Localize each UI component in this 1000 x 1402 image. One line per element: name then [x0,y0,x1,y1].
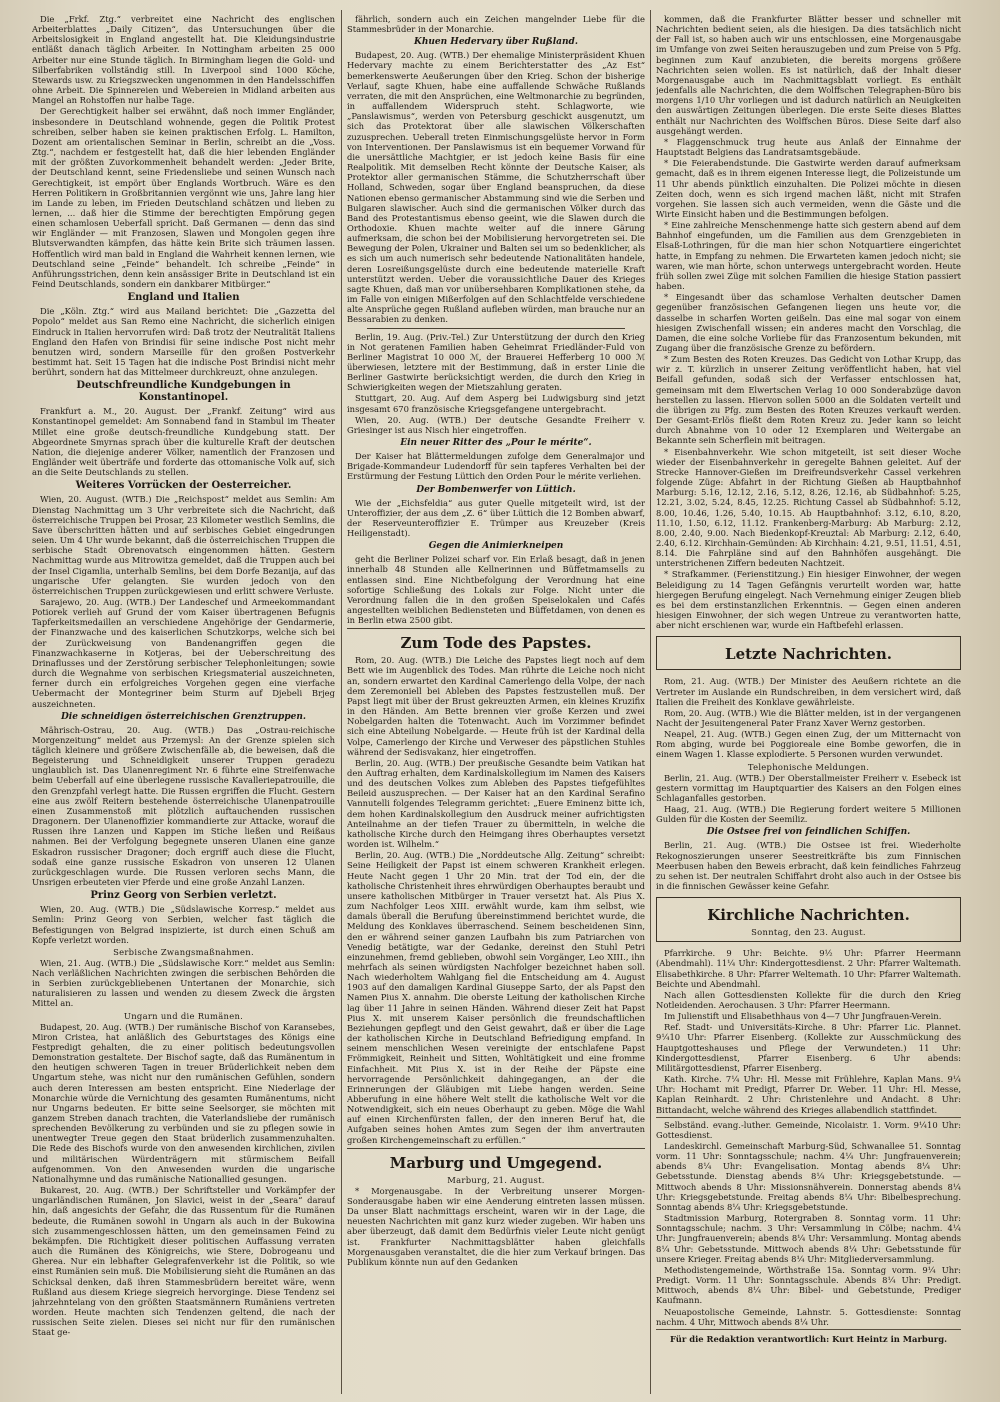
separator [656,1329,961,1330]
separator [347,628,645,629]
article-text: Rom, 20. Aug. (WTB.) Wie die Blätter melden, ist in der vergangenen Nacht der Jesuitengeneral Pater Franz Xaver Wernz gestorben. [656,707,961,728]
sonntag-date: Sonntag, den 23. August. [751,927,866,938]
article-text: Ref. Stadt- und Universitäts-Kirche. 8 Uhr: Pfarrer Lic. Plannet. 9¼10 Uhr: Pfarrer Eisenberg. (Kollekte zur Ausschmückung des Hauptgotteshauses und Pflege der Verwundeten.) 11 Uhr: Kindergottesdienst, Pfarrer Eisenberg. 6 Uhr abends: Militärgottesdienst, Pfarrer Eisenberg. [656,1022,961,1073]
article-text: Die „Frkf. Ztg.“ verbreitet eine Nachricht des englischen Arbeiterblattes „Daily Citizen“, das Untersuchungen über die Arbeitslosigkeit in England angestellt hat. Die Kleidungsindustrie entläßt danach täglich Arbeiter. In Nottingham arbeiten 25 000 Arbeiter nur eine Stunde täglich. In Birmingham liegen die Gold- und Silberfabriken vollständig still. In Liverpool sind 1000 Köche, Stewards usw. zu Kriegszwecken ungenommen in den Handelsschiffen ohne Arbeit. Die Spinnereien und Webereien in Midland arbeiten aus Mangel an Rohstoffen nur halbe Tage. [32,14,335,106]
headline-ostsee: Die Ostsee frei von feindlichen Schiffen. [706,827,911,838]
article-text: Berlin, 21. Aug. (WTB.) Der Oberstallmeister Freiherr v. Esebeck ist gestern vormittag im Hauptquartier des Kaisers an den Folgen eines Schlaganfalles gestorben. [656,772,961,803]
headline-kirchliche: Kirchliche Nachrichten. [707,906,910,925]
article-text: Pfarrkirche. 9 Uhr: Beichte. 9½ Uhr: Pfarrer Heermann (Abendmahl). 11¼ Uhr: Kindergottesdienst. 2 Uhr: Pfarrer Waltemath. Elisabethkirche. 8 Uhr: Pfarrer Weltemath. 10 Uhr: Pfarrer Waltemath. Beichte und Abendmahl. [656,948,961,989]
headline-zwangsmassnahmen: Serbische Zwangsmaßnahmen. [113,946,254,957]
article-text: Wie der „Eichsfeldia“ aus guter Quelle mitgeteilt wird, ist der Unteroffizier, der aus dem „Z. 6“ über Lüttich die 12 Bomben abwarf, der Reserveunteroffizier E. Trümper aus Kreuzeber (Kreis Heiligenstadt). [347,497,645,539]
headline-letzte-nachrichten: Letzte Nachrichten. [725,645,892,664]
article-text: Wien, 20. Aug. (WTB.) Die „Südslawische Korresp.“ meldet aus Semlin: Prinz Georg von Serbien, welcher fast täglich die Befestigungen von Belgrad inspizierte, ist durch einen Schuß am Kopfe verletzt worden. [32,904,335,945]
separator [347,1148,645,1149]
article-text: Mährisch-Ostrau, 20. Aug. (WTB.) Das „Ostrau-reichische Morgenzeitung“ meldet aus Przemysl: An der Grenze spielen sich täglich kleinere und größere Zwischenfälle ab, die beweisen, daß die Begeisterung und Schneidigkeit unserer Truppen geradezu unglaublich ist. Das Ulanenregiment Nr. 6 führte eine Streifenwache beim Ueberfall auf eine überlegene russische Kavalleriepatrouille, die den Grenzpfahl verlegt hatte. Die Russen ergriffen die Flucht. Gestern eine aus zwölf Reitern bestehende österreichische Ulanenpatrouille einen Zusammenstoß mit plötzlich auftauchenden russischen Dragonern. Der Ulanenoffizier kommandierte zur Attacke, worauf die Russen ihre Lanzen und Kappen im Stiche ließen und Reißaus nahmen. Bei der Verfolgung begegnete unseren Ulanen eine ganze Eskadron russischer Dragoner; doch ergriff auch diese die Flucht, sodaß eine ganze russische Eskadron von unseren 12 Ulanen zurückgeschlagen wurde. Die Russen verloren sechs Mann, die Unsrigen erbeuteten vier Pferde und eine große Anzahl Lanzen. [32,724,335,888]
column-2 [347,14,645,1394]
article-text: Frankfurt a. M., 20. August. Der „Frankf. Zeitung“ wird aus Konstantinopel gemeldet: Am Sonnabend fand in Stambul im Theater Millet eine große deutsch-freundliche Kundgebung statt. Der Abgeordnete Smyrnas sprach über die kulturelle Kraft der deutschen Nation, die diejenige anderer Völker, namentlich der Franzosen und Engländer weit überträfe und forderte das ottomanische Volk auf, sich an die Seite Deutschlands zu stellen. [32,406,335,478]
headline-grenztruppen: Die schneidigen österreichischen Grenztruppen. [60,711,307,722]
article-text: * Eine zahlreiche Menschenmenge hatte sich gestern abend auf dem Bahnhof eingefunden, um die Familien aus dem Grenzgebieten in Elsaß-Lothringen, für die man hier schon Notquartiere eingerichtet hatte, in Empfang zu nehmen. Die Erwarteten kamen jedoch nicht; sie waren, wie man hörte, schon unterwegs untergebracht worden. Heute früh sollen zwei Züge mit solchen Familien die hiesige Station passiert haben. [656,220,961,292]
article-text: kommen, daß die Frankfurter Blätter besser und schneller mit Nachrichten bedient seien, als die hiesigen. Da dies tatsächlich nicht der Fall ist, so haben auch wir uns entschlossen, eine Morgenausgabe im Umfange von zwei Seiten herauszugeben und zum Preise von 5 Pfg. beginnen zum Kauf anzubieten, die bereits morgens größere Nachrichten seien wollen. Es ist natürlich, daß der Inhalt dieser Morgenausgabe auch im Nachmittagsblatt vorliegt. Es enthält jedenfalls alle Nachrichten, die dem Wolffschen Telegraphen-Büro bis morgens 1/10 Uhr vorliegen und ist dadurch natürlich an Neuigkeiten den auswärtigen Zeitungen überlegen. Die erste Seite dieses Blattes enthält nur Nachrichten des Wolffschen Büros. Diese Seite darf also ausgehängt werden. [656,14,961,136]
headline-animierkneipen: Gegen die Animierkneipen [428,541,564,552]
headline-pour-le-merite: Ein neuer Ritter des „Pour le mérite“. [400,438,592,449]
headline-england-italien: England und Italien [127,292,240,304]
article-text: Sarajewo, 20. Aug. (WTB.) Der Landeschef und Armeekommandant Potiorek verlieh auf Grund der vom Kaiser übertragenen Befugnis Tapferkeitsmedaillen an verschiedene Angehörige der Gendarmerie, der Finanzwache und des kaiserlichen Schutzkorps, welche sich bei der Zurückweisung von Bandenangriffen gegen die Finanzwachkaserne in Kotjeras, bei der Ueberschreitung des Drinaflusses und der Zerstörung serbischer Telephonleitungen; sowie durch die Wegnahme von serbischen Kriegsmaterial auszeichneten, ferner durch ein erfolgreiches Vorgehen gegen eine vierfache Uebermacht der Montegriner beim Sturm auf Djebeli Brjeg auszeichneten. [32,596,335,709]
article-text: Berlin, 19. Aug. (Priv.-Tel.) Zur Unterstützung der durch den Krieg in Not geratenen Familien haben Geheimrat Friedländer-Fuld von Berliner Magistrat 10 000 ℳ, der Brauerei Hefferberg 10 000 ℳ überwiesen, letztere mit der Bestimmung, daß in erster Linie die Berliner Gastwirte berücksichtigt werden, die durch den Krieg in Schwierigkeiten wegen der Mietszahlung geraten. [347,331,645,393]
article-text: * Morgenausgabe. In der Verbreitung unserer Morgen-Sonderausgabe haben wir eine Aenderung eintreten lassen müssen. Da unser Blatt nachmittags erscheint, waren wir in der Lage, die neuesten Nachrichten mit ganz kurz wieder zugeben. Wir haben uns aber überzeugt, daß damit dem Bedürfnis vieler Leute nicht genügt ist. Frankfurter Nachmittagsblätter haben gleichfalls Morgenausgaben veranstaltet, die die hier zum Verkauf bringen. Das Publikum könnte nun auf den Gedanken [347,1185,645,1267]
column-rule [341,10,342,1394]
headline-ungarn-rumaenen: Ungarn und die Rumänen. [123,1010,244,1021]
article-text: Budapest, 20. Aug. (WTB.) Der rumänische Bischof von Karansebes, Miron Cristea, hat anläßlich des Geburtstages des Königs eine Festpredigt gehalten, die zu einer politisch bedeutungsvollen Demonstration gestaltete. Der Bischof sagte, daß das Rumänentum in den heutigen schweren Tagen in treuer Brüderlichkeit neben dem Ungartum stehe, was nicht nur den rumänischen Gefühlen, sondern auch deren Interessen am besten entspricht. Eine Niederlage der Monarchie würde die Vernichtung des gesamten Rumänentums, nicht nur Ungarns bedeuten. Er bitte seine Seelsorger, sie möchten mit ganzem Streben danach trachten, die Vaterlandsliebe der rumänisch sprechenden Bevölkerung zu verbünden und sie zu pflegen sowie in unentwegter Treue gegen den Staat brüderlich zusammenzuhalten. Die Rede des Bischofs wurde von den anwesenden kirchlichen, zivilen und militärischen Würdenträgern mit stürmischem Beifall aufgenommen. Von den Anwesenden wurden die ungarische Nationalhymne und das rumänische Nationallied gesungen. [32,1021,335,1184]
article-text: Methodistengemeinde, Wörthstraße 15a. Sonntag vorm. 9¼ Uhr: Predigt. Vorm. 11 Uhr: Sonntagsschule. Abends 8¼ Uhr: Predigt. Mittwoch, abends 8¼ Uhr: Bibel- und Gebetstunde, Prediger Kaufmann. [656,1264,961,1306]
article-text: Neuapostolische Gemeinde, Lahnstr. 5. Gottesdienste: Sonntag nachm. 4 Uhr, Mittwoch abends 8¼ Uhr. [656,1306,961,1327]
article-text: * Eisenbahnverkehr. Wie schon mitgeteilt, ist seit dieser Woche wieder der Eisenbahnverkehr in geregelte Bahnen geleitet. Auf der Strecke Hannover-Gießen im Dreifreundsverkehr Cassel verkehren folgende Züge: Abfahrt in der Richtung Gießen ab Hauptbahnhof Marburg: 5.16, 12.12, 2.16, 5.12, 8.26, 12.16, ab Südbahnhof: 5.25, 12.21, 3.02, 5.24, 8.45, 12.25. Richtung Cassel ab Südbahnhof: 5.12, 8.00, 10.46, 1.26, 5.40, 10.15. Ab Hauptbahnhof: 3.12, 6.10, 8.20, 11.10, 1.50, 6.12, 11.12. Frankenberg-Marburg: Ab Marburg: 2.12, 8.00, 2.40, 9.00. Nach Biedenkopf-Kreuztal: Ab Marburg: 2.12, 6.40, 2.40, 6.12. Kirchhain-Gemünden: Ab Kirchhain: 4.21, 9.51, 11.51, 4.51, 8.14. Die Fahrpläne sind auf den Bahnhöfen ausgehängt. Die unterstrichenen Ziffern bedeuten Nachtzeit. [656,446,961,569]
article-text: Haag, 21. Aug. (WTB.) Die Regierung fordert weitere 5 Millionen Gulden für die Kosten der Seemiliz. [656,804,961,825]
headline-tode-papstes: Zum Tode des Papstes. [400,634,592,653]
article-text: geht die Berliner Polizei scharf vor. Ein Erlaß besagt, daß in jenen innerhalb 48 Stunden alle Kellnerinnen und Büffetmamsells zu entlassen sind. Eine Nichtbefolgung der Verordnung hat eine sofortige Schließung des Lokals zur Folge. Nicht unter die Verordnung fallen die in den großen Speiselokalen und Cafés angestellten weiblichen Bediensteten und Büffetdamen, von denen es in Berlin etwa 2500 gibt. [347,554,645,626]
article-text: Berlin, 21. Aug. (WTB.) Die Ostsee ist frei. Wiederholte Rekognoszierungen unserer Seestreitkräfte bis zum Finnischen Meerbusen haben den Beweis erbracht, daß kein feindliches Fahrzeug zu sehen ist. Der neutralen Schiffahrt droht also auch in der Ostsee bis in die finnischen Gewässer keine Gefahr. [656,840,961,892]
article-text: Der Kaiser hat Blättermeldungen zufolge dem Generalmajor und Brigade-Kommandeur Ludendorff für sein tapferes Verhalten bei der Erstürmung der Festung Lüttich den Orden Pour le mérite verliehen. [347,451,645,482]
article-text: * Strafkammer. (Ferienstitzung.) Ein hiesiger Einwohner, der wegen Beleidigung zu 14 Tagen Gefängnis verurteilt worden war, hatte hiergegen Berufung eingelegt. Nach Vernehmung einiger Zeugen blieb es bei dem erstinstanzlichen Erkenntnis. — Gegen einen anderen hiesigen Einwohner, der sich wegen Untreue zu verantworten hatte, aber nicht erschienen war, wurde ein Haftbefehl erlassen. [656,569,961,631]
article-text: Wien, 21. Aug. (WTB.) Die „Südslawische Korr.“ meldet aus Semlin: Nach verläßlichen Nachrichten zwingen die serbischen Behörden die in Serbien zurückgebliebenen Untertanen der Monarchie, sich naturalisieren zu lassen und wenden zu diesem Zweck die ärgsten Mittel an. [32,957,335,1009]
headline-konstantinopel: Deutschfreundliche Kundgebungen in Konstantinopel. [76,380,291,404]
kirchliche-box [656,897,961,942]
article-text: Berlin, 20. Aug. (WTB.) Der preußische Gesandte beim Vatikan hat den Auftrag erhalten, dem Kardinalskollegium im Namen des Kaisers und des deutschen Volkes zum Ableben des Papstes tiefgefühltes Beileid auszusprechen. — Der Kaiser hat an den Kardinal Serafino Vannutelli folgendes Telegramm gerichtet: „Euere Eminenz bitte ich, dem hohen Kardinalskollegium den Ausdruck meiner aufrichtigsten Anteilnahme an der tiefen Trauer zu übermitteln, in welche die katholische Kirche durch den Heimgang ihres Oberhauptes versetzt worden ist. Wilhelm.“ [347,757,645,850]
separator [656,1117,961,1118]
article-text: Wien, 20. August. (WTB.) Die „Reichspost“ meldet aus Semlin: Am Dienstag Nachmittag um 3 Uhr verbreitete sich die Nachricht, daß österreichische Truppen bei Prosar, 23 Kilometer westlich Semlins, die Save überschritten hätten und auf serbisches Gebiet eingedrungen seien. Um 4 Uhr wurde bekannt, daß die österreichischen Truppen die serbische Stadt Obrenovatsch eingenommen hätten. Gestern Nachmittag wurde aus Mitrowitza gemeldet, daß die Truppen auch bei der Insel Cigamlia, unterhalb Semlins, bei dem Dorfe Bezanija, auf das ungarische Ufer gelangten. Sie wurden jedoch von den österreichischen Truppen zurückgewiesen und erlitt schwere Verluste. [32,494,335,596]
article-text: Bukarest, 20. Aug. (WTB.) Der Schriftsteller und Vorkämpfer der ungarländischen Rumänen, Jon Slavici, weist in der „Seara“ darauf hin, daß angesichts der Gefahr, die das Russentum für die Rumänen bedeute, die Rumänen sowohl in Ungarn als auch in der Bukowina sich zusammengeschlossen hätten, um den gemeinsamen Feind zu bekämpfen. Die Richtigkeit dieser politischen Auffassung verraten auch die Rumänen des Königreichs, wie Stere, Dobrogeanu und Gherea. Nur ein lebhafter Gelegrafenverkehr ist die Politik, so wie einst Rumänien sein muß. Die Mobilisierung sieht die Rumänen an das Schicksal denken, daß ihren Stammesbrüdern bereitet wäre, wenn Rußland aus diesem Kriege siegreich hervorginge. Diese Tendenz sei jahrzehntelang von den größten Staatsmännern Rumäniens vertreten worden. Heute machten sich Tendenzen geltend, die nach der russischen Seite zielen. Dieses sei nicht nur für den rumänischen Staat ge- [32,1185,335,1338]
article-text: Rom, 20. Aug. (WTB.) Die Leiche des Papstes liegt noch auf dem Bett wie im Augenblick des Todes. Man rührte die Leiche noch nicht an, sondern erwartet den Kardinal Camerlengo della Volpe, der nach dem Zeremoniell bei Ableben des Papstes festzustellen muß. Der Papst liegt mit über der Brust gekreuzten Armen, ein kleines Kruzifix in den Händen. Am Bette brennen vier große Kerzen und zwei Nobelgarden halten die Totenwacht. Auch im Vorzimmer befindet sich eine Abteilung Nobelgarde. — Heute früh ist der Kardinal della Volpe, Camerlengo der Kirche und Verweser des päpstlichen Stuhles während der Sedisvakanz, hier eingetroffen. [347,655,645,757]
letzte-nachrichten-box [656,636,961,670]
article-text: Kath. Kirche. 7¼ Uhr: Hl. Messe mit Frühlehre, Kaplan Mans. 9¼ Uhr: Hochamt mit Predigt, Pfarrer Dr. Weber. 11 Uhr: Hl. Messe, Kaplan Reinhardt. 2 Uhr: Christenlehre und Andacht. 8 Uhr: Bittandacht, welche während des Krieges allabendlich stattfindet. [656,1074,961,1115]
article-text: Landeskirchl. Gemeinschaft Marburg-Süd, Schwanallee 51. Sonntag vorm. 11 Uhr: Sonntagsschule; nachm. 4¼ Uhr: Jungfrauenverein; abends 8¼ Uhr: Evangelisation. Montag abends 8¼ Uhr: Gebetsstunde. Dienstag abends 8¼ Uhr: Kriegsgebetstunde. — Mittwoch abends 8 Uhr: Missionsnähverein. Donnerstag abends 8¼ Uhr: Kriegsgebetstunde. Freitag abends 8¼ Uhr: Bibelbesprechung. Sonntag abends 8¼ Uhr: Kriegsgebetstunde. [656,1141,961,1212]
article-text: Der Gerechtigkeit halber sei erwähnt, daß noch immer Engländer, insbesondere in Deutschland wohnende, gegen die Politik Protest schreiben, selber haben sie keinen praktischen Erfolg. L. Hamilton, Dozent am orientalischen Seminar in Berlin, schreibt an die „Voss. Ztg.“, nachdem er festgestellt hat, daß die hier lebenden Engländer mit der größten Zuvorkommenheit behandelt werden: „Jeder Brite, der Deutschland kennt, seine Friedensliebe und seinen Wunsch nach Gerechtigkeit, ist empört über Englands Wortbruch. Wäre es den Herren Politikern in Großbritannien vergönnt wie uns, Jahre lang hier im Lande zu leben, im Frieden Deutschland schätzen und lieben zu lernen, ... daß hier die Stimme der berechtigten Empörung gegen einen schamlosen Ueberfall spricht. Daß Germanen — denn das sind wir Engländer — mit Franzosen, Slawen und Mongolen gegen ihre Blutsverwandten kämpfen, das hätte kein Brite sich träumen lassen. Hoffentlich wird man bald in England die Wahrheit kennen lernen, wie Deutschland seine „Feinde“ behandelt. Ich schreibe „Feinde“ in Anführungsstrichen, denn kein ansässiger Brite in Deutschland ist ein Feind Deutschlands, sondern ein dankbarer Mitbürger.“ [32,106,335,290]
column-rule [650,10,651,1394]
article-text: Wien, 20. Aug. (WTB.) Der deutsche Gesandte Freiherr v. Griesinger ist aus Nisch hier eingetroffen. [347,414,645,435]
headline-khuen-hedervary: Khuen Hedervary über Rußland. [414,37,578,48]
article-text: Nach allen Gottesdiensten Kollekte für die durch den Krieg Notleidenden. Aerochausen. 3 Uhr: Pfarrer Heermann. [656,989,961,1010]
headline-marburg-umgegend: Marburg und Umgegend. [389,1153,603,1172]
article-text: Neapel, 21. Aug. (WTB.) Gegen einen Zug, der um Mitternacht von Rom abging, wurde bei Poggioreale eine Bombe geworfen, die in einem Wagen 1. Klasse explodierte. 5 Personen wurden verwundet. [656,729,961,760]
article-text: fährlich, sondern auch ein Zeichen mangelnder Liebe für die Stammesbrüder in der Monarchie. [347,14,645,35]
column-3 [656,14,961,1394]
dateline: Marburg, 21. August. [447,1174,545,1185]
article-text: Rom, 21. Aug. (WTB.) Der Minister des Aeußern richtete an die Vertreter im Auslande ein Rundschreiben, in dem versichert wird, daß Italien die Freiheit des Konklave gewährleiste. [656,676,961,707]
article-text: * Flaggenschmuck trug heute aus Anlaß der Einnahme der Hauptstadt Belgiens das Landratsamtsgebäude. [656,136,961,158]
headline-telephonische: Telephonische Meldungen. [747,761,870,772]
headline-oesterreicher: Weiteres Vorrücken der Oesterreicher. [75,480,292,492]
article-text: Die „Köln. Ztg.“ wird aus Mailand berichtet: Die „Gazzetta del Popolo“ meldet aus San Remo eine Nachricht, die sicherlich einigen Eindruck in Italien hervorrufen wird: Daß trotz der Neutralität Italiens England den Hafen von Brindisi für seine indische Post nicht mehr benutzen wird, sondern Marseille für den großen Postverkehr bestimmt hat. Seit 15 Tagen hat die indische Post Brindisi nicht mehr berührt, sondern hat das Mittelmeer durchkreuzt, ohne anzulegen. [32,306,335,378]
separator [367,328,625,329]
article-text: Stuttgart, 20. Aug. Auf dem Asperg bei Ludwigsburg sind jetzt insgesamt 670 französische Kriegsgefangene untergebracht. [347,393,645,414]
headline-bombenwerfer: Der Bombenwerfer von Lüttich. [416,484,576,495]
article-text: Berlin, 20. Aug. (WTB.) Die „Norddeutsche Allg. Zeitung“ schreibt: Seine Heiligkeit der Papst ist einem schweren Krankheit erlegen. Heute Nacht gegen 1 Uhr 20 Min. trat der Tod ein, der die katholische Christenheit ihres ehrwürdigen Oberhauptes beraubt und unsere katholischen Mitbürger in Trauer versetzt hat. Als Pius X. zum Nachfolger Leos XIII. erwählt wurde, kam ihm selbst, wie damals überall die Berufung übereinstimmend berichtet wurde, die Meldung des Konklaves überraschend. Seinem bescheidenen Sinn, den er während seiner ganzen Laufbahn bis zum Patriarchen von Venedig betätigte, war der Gedanke, dereinst den Stuhl Petri einzunehmen, fremd geblieben, obwohl sein Vorgänger, Leo XIII., ihn mehrfach als seinen würdigsten Nachfolger bezeichnet haben soll. Nach wiederholtem Wahlgang fiel die Entscheidung am 4. August 1903 auf den damaligen Kardinal Giuseppe Sarto, der als Papst den Namen Pius X. annahm. Die oberste Leitung der katholischen Kirche lag über 11 Jahre in seinen Händen. Während dieser Zeit hat Papst Pius X. mit unserem Kaiser persönlich die freundschaftlichen Beziehungen gepflegt und den Geist gewahrt, daß er über die Lage der katholischen Kirche in Deutschland Befriedigung empfand. In seinem menschlichen Wesen vereinigte der entschlafene Papst Frömmigkeit, Reinheit und Sitten, Wohltätigkeit und eine fromme Einfachheit. Mit Pius X. ist in der Reihe der Päpste eine hervorragende Persönlichkeit dahingegangen, an der die Erinnerungen der Gläubigen mit Liebe hangen werden. Seine Abberufung in eine höhere Welt stellt die katholische Welt vor die Notwendigkeit, sich ein neues Oberhaupt zu geben. Möge die Wahl auf einen Kirchenfürsten fallen, der den inneren Beruf hat, die Aufgaben seines hohen Amtes zum Segen der ihm anvertrauten großen Kirchengemeinschaft zu erfüllen.“ [347,850,645,1145]
column-1 [32,14,335,1394]
article-text: Im Julienstift und Elisabethhaus von 4—7 Uhr Jungfrauen-Verein. [664,1011,942,1022]
article-text: * Die Feierabendstunde. Die Gastwirte werden darauf aufmerksam gemacht, daß es in ihrem eigenen Interesse liegt, die Polizeistunde um 11 Uhr abends pünktlich einzuhalten. Die Polizei möchte in diesen Zeiten doch, wenn es sich irgend machen läßt, nicht mit Strafen vorgehen. Sie lassen sich auch vermeiden, wenn die Gäste und die Wirte Einsicht haben und die Bestimmungen befolgen. [656,158,961,219]
headline-prinz-georg: Prinz Georg von Serbien verletzt. [90,890,277,902]
editor-footer: Für die Redaktion verantwortlich: Kurt Heintz in Marburg. [670,1333,947,1344]
article-text: Selbständ. evang.-luther. Gemeinde, Nicolaistr. 1. Vorm. 9¼10 Uhr: Gottesdienst. [656,1119,961,1140]
article-text: * Zum Besten des Roten Kreuzes. Das Gedicht von Lothar Krupp, das wir z. T. kürzlich in unserer Zeitung veröffentlicht haben, hat viel Beifall gefunden, sodaß sich der Verfasser entschlossen hat, gemeinsam mit dem Elwertschen Verlag 10 000 Sonderabzüge davon herstellen zu lassen. Hiervon sollen 5000 an die Soldaten verteilt und die übrigen zu Pfg. zum Besten des Roten Kreuzes verkauft werden. Der Gesamt-Erlös fließt dem Roten Kreuz zu. Jeder kann so leicht durch Abnahme von 10 oder 12 Exemplaren und Weitergabe an Bekannte sein Scherflein mit beitragen. [656,354,961,446]
article-text: Stadtmission Marburg, Rotergraben 8. Sonntag vorm. 11 Uhr: Sonntagsschule; nachm. 3 Uhr: Versammlung in Cölbe; nachm. 4¼ Uhr: Jungfrauenverein; abends 8¼ Uhr: Versammlung. Montag abends 8¼ Uhr: Gebetsstunde. Mittwoch abends 8¼ Uhr: Gebetsstunde für unsere Krieger. Freitag abends 8¼ Uhr: Mitgliederversammlung. [656,1213,961,1264]
article-text: Budapest, 20. Aug. (WTB.) Der ehemalige Ministerpräsident Khuen Hedervary machte zu einem Berichterstatter des „Az Est“ bemerkenswerte Aeußerungen über den Krieg. Schon der bisherige Verlauf, sagte Khuen, habe eine auffallende Schwäche Rußlands verraten, die mit den Ansprüchen, eine Weltmonarchie zu begründen, in auffallendem Widerspruch steht. Schlagworte, wie „Panslawismus“, werden von Petersburg geschickt ausgenutzt, um sich das Protektorat über alle slawischen Völkerschaften zuzusprechen. Ueberall treten Einmischungsgelüste hervor in Form von Interventionen. Der Panslawismus ist ein bequemer Vorwand für die unersättliche Machtgier, er ist jedoch keine Basis für eine Realpolitik. Mit demselben Recht könnte der Deutsche Kaiser, als Protektor aller germanischen Stämme, die Schutzherrschaft über Holland, Schweden, sogar über England beanspruchen, da diese Nationen ebenso germanischer Abstammung sind wie die Serben und Bulgaren slawischer. Auch sind die germanischen Völker durch das Band des Protestantismus ebenso geeint, wie die Slawen durch die Orthodoxie. Khuen machte weiter auf die innere Gärung aufmerksam, die schon bei der Mobilisierung hervorgetreten sei. Die Bewegung der Polen, Ukrainer und Balten sei um so bedenklicher, als es sich um auch numerisch sehr bedeutende Nationalitäten handele, deren Losreißungsgelüste durch eine bedeutende materielle Kraft unterstützt werden. Ueber die voraussichtliche Dauer des Krieges sagte Khuen, daß man vor unübersehbaren Komplikationen stehe, da im Falle von einigen Mißerfolgen auf den Schlachtfelde verschiedene alte Ansprüche gegen Rußland aufleben würden, man brauche nur an Bessarabien zu denken. [347,50,645,325]
article-text: * Eingesandt über das schamlose Verhalten deutscher Damen gegenüber französischen Gefangenen liegen uns heute vor, die dasselbe in scharfen Worten geißeln. Das eine mal sogar von einem hiesigen Zwischenfall wissen; ein anderes macht den Vorschlag, die Damen, die eine solche Vorliebe für das Franzosentum bekunden, mit Zugang über die französische Grenze zu befördern. [656,292,961,353]
